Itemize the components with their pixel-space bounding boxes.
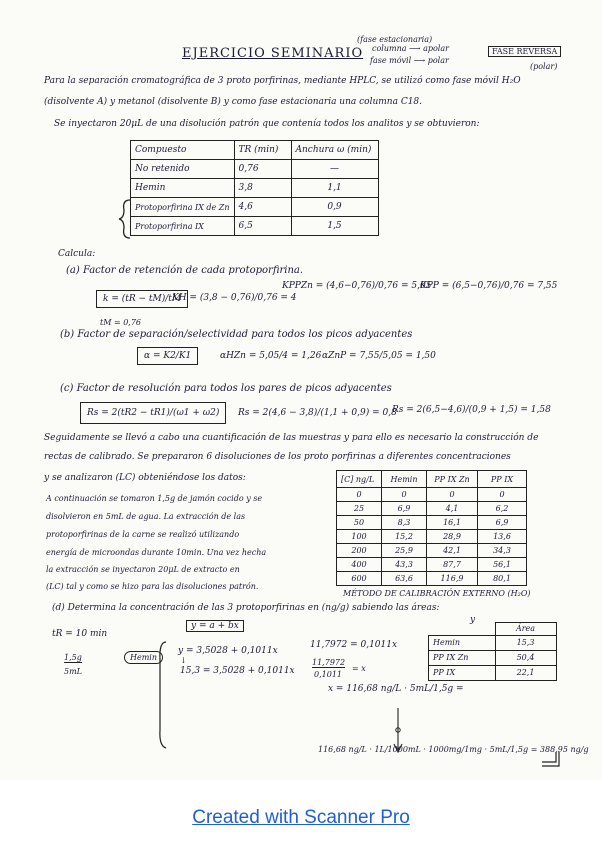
y-label: y (470, 615, 476, 625)
regression-equation: y = 3,5028 + 0,1011x (178, 646, 278, 656)
calib-line-2: rectas de calibrado. Se prepararon 6 disoluciones de los proto porfirinas a diferentes concentraciones (44, 452, 511, 462)
footer (0, 780, 602, 848)
table-row (337, 530, 527, 544)
table-cell: 400 (337, 558, 382, 572)
table-header-row (337, 471, 527, 488)
table-cell: 6,5 (234, 217, 291, 236)
table-cell: 600 (337, 572, 382, 586)
extraction-line-4: energía de microondas durante 10min. Una vez hecha (46, 548, 267, 557)
method-note: MÉTODO DE CALIBRACIÓN EXTERNO (H₂O) (343, 589, 531, 598)
table-cell: 56,1 (478, 558, 527, 572)
table-cell: 1,5 (291, 217, 378, 236)
table-cell: 8,3 (382, 516, 427, 530)
table-row (131, 160, 379, 179)
table-row (337, 502, 527, 516)
table-row (429, 650, 557, 665)
note-columna: columna ⟶ apolar (372, 44, 449, 53)
resolution-formula-box: Rs = 2(tR2 − tR1)/(ω1 + ω2) (80, 402, 226, 424)
table-cell: 43,3 (382, 558, 427, 572)
double-underline-mark (540, 750, 560, 768)
calib-line-3: y se analizaron (LC) obteniéndose los datos: (44, 473, 246, 483)
table-row (131, 198, 379, 217)
substituted-equation: 15,3 = 3,5028 + 0,1011x (180, 666, 295, 676)
table-cell: PP IX (429, 665, 496, 680)
line-equation-box: y = a + bx (186, 620, 244, 632)
retention-formula-box: k = (tR − tM)/tM (96, 290, 188, 308)
table-cell: 50 (337, 516, 382, 530)
intro-line-2: (disolvente A) y metanol (disolvente B) y como fase estacionaria una columna C18. (44, 97, 423, 107)
table-cell: 6,2 (478, 502, 527, 516)
table-header-cell: Hemin (382, 471, 427, 488)
table-cell: 28,9 (427, 530, 478, 544)
k-pp-calc: KPP = (6,5−0,76)/0,76 = 7,55 (420, 281, 558, 291)
retention-table (130, 140, 379, 236)
table-cell: 22,1 (495, 665, 556, 680)
rs-2-calc: Rs = 2(6,5−4,6)/(0,9 + 1,5) = 1,58 (392, 405, 551, 415)
brace-mark (118, 198, 132, 240)
part-d-label: (d) Determina la concentración de las 3 protoporfirinas en (ng/g) sabiendo las áreas: (52, 603, 440, 613)
table-cell: 87,7 (427, 558, 478, 572)
page-title: EJERCICIO SEMINARIO (182, 46, 364, 61)
brace-mark (156, 640, 168, 750)
table-cell: 13,6 (478, 530, 527, 544)
table-row (337, 488, 527, 502)
table-cell: 15,3 (495, 635, 556, 650)
table-cell: Hemin (131, 179, 235, 198)
table-cell: 116,9 (427, 572, 478, 586)
table-header-cell: PP IX Zn (427, 471, 478, 488)
table-cell: 50,4 (495, 650, 556, 665)
note-fase-movil: fase móvil ⟶ polar (370, 56, 449, 65)
table-cell: 0,76 (234, 160, 291, 179)
table-cell: PP IX Zn (429, 650, 496, 665)
table-row (337, 558, 527, 572)
tr-note: tR = 10 min (52, 629, 108, 639)
table-header-cell: Compuesto (131, 141, 235, 160)
table-cell: 16,1 (427, 516, 478, 530)
table-row (429, 635, 557, 650)
table-row (131, 217, 379, 236)
extraction-line-1: A continuación se tomaron 1,5g de jamón cocido y se (46, 494, 263, 503)
table-cell: Protoporfirina IX de Zn (131, 198, 235, 217)
note-polar: (polar) (530, 62, 558, 71)
fase-reversa-badge: FASE REVERSA (488, 46, 561, 57)
calibration-table (336, 470, 527, 586)
table-header-cell: Anchura ω (min) (291, 141, 378, 160)
table-header-cell (429, 623, 496, 636)
hemin-tag: Hemin (124, 651, 163, 664)
table-header-row (131, 141, 379, 160)
areas-table (428, 622, 557, 681)
part-b-label: (b) Factor de separación/selectividad para todos los picos adyacentes (60, 329, 413, 340)
alpha-zn-p-calc: αZnP = 7,55/5,05 = 1,50 (322, 351, 436, 361)
rs-1-calc: Rs = 2(4,6 − 3,8)/(1,1 + 0,9) = 0,8 (238, 408, 397, 418)
table-cell: 0 (337, 488, 382, 502)
table-cell: 0 (382, 488, 427, 502)
down-arrow-icon: ↓ (180, 656, 187, 665)
scanner-pro-link[interactable]: Created with Scanner Pro (192, 807, 410, 828)
calib-line-1: Seguidamente se llevó a cabo una cuantificación de las muestras y para ello es necesario la construcción de (44, 433, 539, 443)
table-cell: — (291, 160, 378, 179)
table-header-cell: TR (min) (234, 141, 291, 160)
table-cell: 100 (337, 530, 382, 544)
k-ppzn-calc: KPPZn = (4,6−0,76)/0,76 = 5,05 (282, 281, 432, 291)
alpha-h-zn-calc: αHZn = 5,05/4 = 1,26 (220, 351, 322, 361)
table-cell: 0 (427, 488, 478, 502)
table-cell: 3,8 (234, 179, 291, 198)
mass-numerator: 1,5g (64, 653, 82, 662)
table-cell: 200 (337, 544, 382, 558)
extraction-line-5: la extracción se inyectaron 20μL de extracto en (46, 565, 240, 574)
table-cell: 42,1 (427, 544, 478, 558)
table-cell: 0,9 (291, 198, 378, 217)
table-row (429, 665, 557, 680)
table-row (337, 572, 527, 586)
solve-step-1: 11,7972 = 0,1011x (310, 640, 398, 650)
table-cell: 0 (478, 488, 527, 502)
final-result: 116,68 ng/L · 1L/1000mL · 1000mg/1mg · 5mL/1,5g = 388,95 ng/g (318, 745, 589, 754)
table-row (337, 544, 527, 558)
tm-note: tM = 0,76 (100, 318, 142, 327)
table-cell: 6,9 (382, 502, 427, 516)
table-cell: Hemin (429, 635, 496, 650)
table-cell: 1,1 (291, 179, 378, 198)
k-hemin-calc: KH = (3,8 − 0,76)/0,76 = 4 (172, 293, 297, 303)
extraction-line-2: disolvieron en 5mL de agua. La extracción de las (46, 512, 246, 521)
note-fase-estacionaria: (fase estacionaria) (357, 35, 433, 44)
part-a-label: (a) Factor de retención de cada protoporfirina. (66, 265, 304, 276)
table-cell: No retenido (131, 160, 235, 179)
table-header-cell: Área (495, 623, 556, 636)
extraction-line-6: (LC) tal y como se hizo para las disoluciones patrón. (46, 582, 259, 591)
solve-step-2-den: 0,1011 (314, 670, 342, 679)
solve-step-2-num: 11,7972 (312, 658, 346, 667)
selectivity-formula-box: α = K2/K1 (137, 347, 198, 365)
table-cell: 25,9 (382, 544, 427, 558)
table-header-row (429, 623, 557, 636)
extraction-line-3: protoporfirinas de la carne se realizó utilizando (46, 530, 240, 539)
intro-line-1: Para la separación cromatográfica de 3 proto porfirinas, mediante HPLC, se utilizó como fase móvil H₂O (44, 76, 521, 86)
table-cell: 4,1 (427, 502, 478, 516)
solve-step-2-eq: = x (352, 664, 366, 673)
table-header-cell: [C] ng/L (337, 471, 382, 488)
part-c-label: (c) Factor de resolución para todos los pares de picos adyacentes (60, 383, 392, 394)
table-row (337, 516, 527, 530)
calcula-label: Calcula: (58, 249, 96, 259)
solve-step-3: x = 116,68 ng/L · 5mL/1,5g = (328, 684, 464, 694)
table-header-cell: PP IX (478, 471, 527, 488)
table-cell: 63,6 (382, 572, 427, 586)
table-cell: 15,2 (382, 530, 427, 544)
intro-line-3: Se inyectaron 20μL de una disolución patrón que contenía todos los analitos y se obtuvieron: (54, 119, 480, 129)
table-cell: 6,9 (478, 516, 527, 530)
table-row (131, 179, 379, 198)
table-cell: 4,6 (234, 198, 291, 217)
table-cell: 25 (337, 502, 382, 516)
volume-denominator: 5mL (64, 667, 82, 676)
table-cell: 80,1 (478, 572, 527, 586)
table-cell: 34,3 (478, 544, 527, 558)
table-cell: Protoporfirina IX (131, 217, 235, 236)
